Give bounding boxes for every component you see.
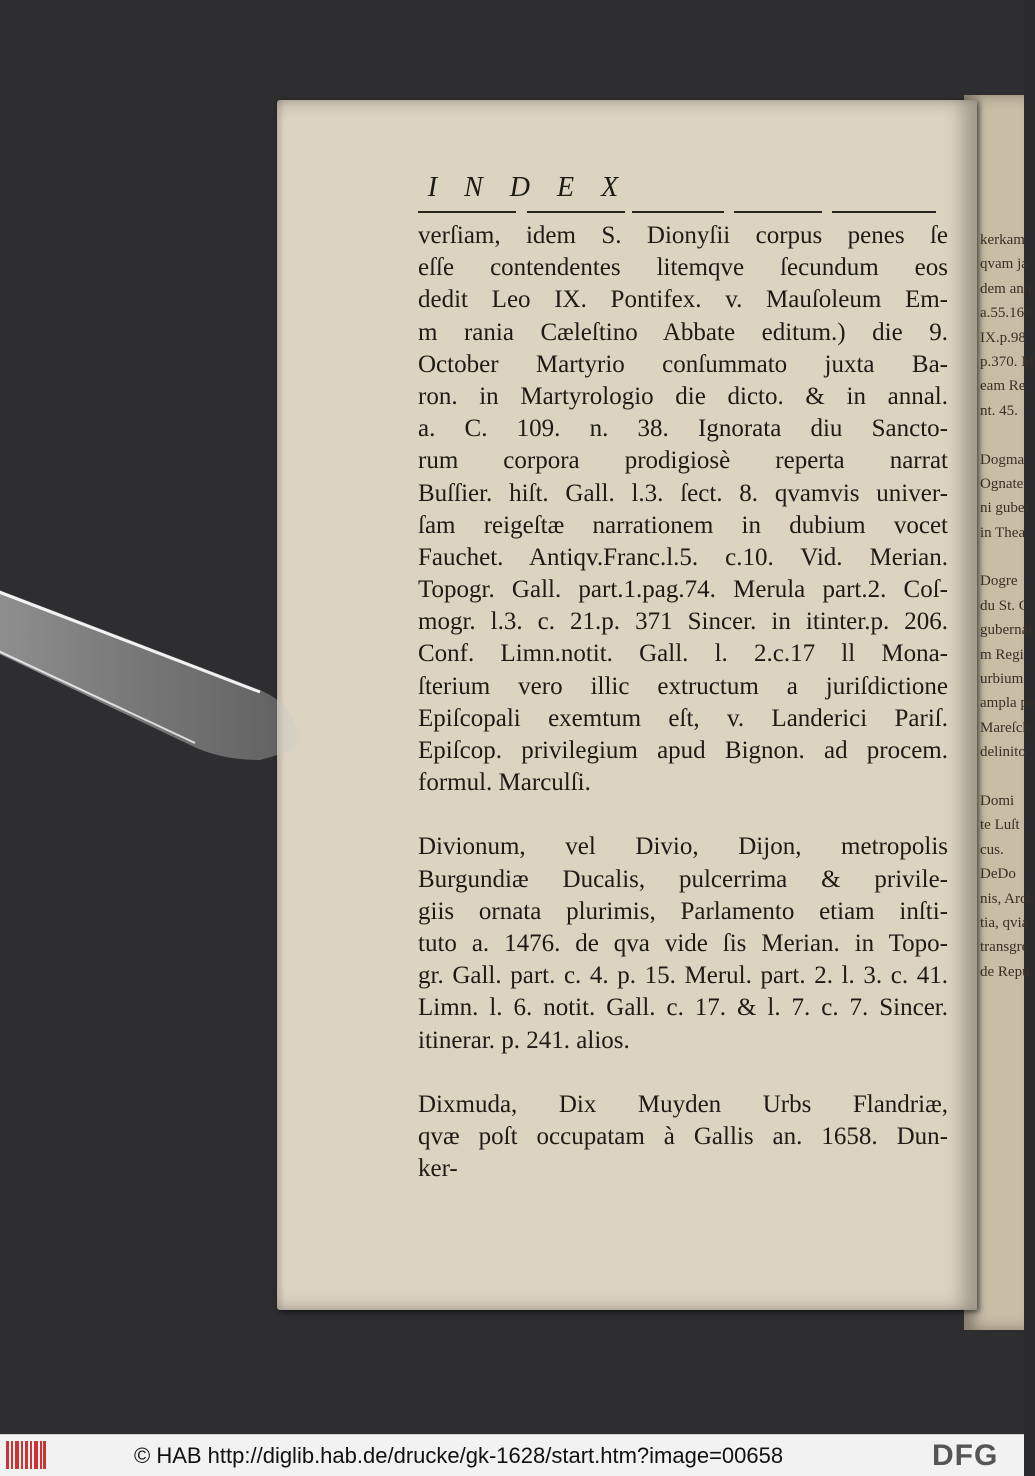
adjacent-page-line: Ognate	[980, 475, 1024, 492]
adjacent-page-line: urbium	[980, 671, 1024, 688]
text-line: Epiſcopali exemtum eſt, v. Landerici Pariſ.	[418, 704, 948, 732]
adjacent-page-line: eam Re	[980, 378, 1026, 395]
text-line: October Martyrio conſummato juxta Ba-	[418, 350, 948, 378]
text-line: ſam reigeſtæ narrationem in dubium vocet	[418, 511, 948, 539]
adjacent-page-line: tia, qvia	[980, 914, 1029, 931]
adjacent-page-line: ampla pe	[980, 695, 1035, 712]
text-line: ſterium vero illic extructum a juriſdictione	[418, 672, 948, 700]
header-rule	[832, 211, 936, 213]
header-rule	[632, 211, 724, 213]
adjacent-page-line: nt. 45.	[980, 402, 1018, 419]
text-line: formul. Marculſi.	[418, 769, 591, 797]
adjacent-page-line: transgre	[980, 939, 1029, 956]
footer-bar	[0, 1434, 1024, 1476]
adjacent-page-line: in Thea	[980, 524, 1026, 541]
text-line: verſiam, idem S. Dionyſii corpus penes ſe	[418, 222, 948, 249]
header-rule	[418, 211, 516, 213]
adjacent-page-line: de Repu	[980, 963, 1030, 980]
library-barcode-icon	[6, 1441, 46, 1469]
page-holder-pointer	[0, 575, 330, 725]
adjacent-page-line: nis, Arch	[980, 890, 1035, 907]
text-line: mogr. l.3. c. 21.p. 371 Sincer. in itinter.p. 206.	[418, 608, 948, 636]
adjacent-page-line: DeDo	[980, 866, 1016, 883]
adjacent-page-line: du St. G	[980, 597, 1030, 614]
adjacent-page-line	[980, 423, 1024, 447]
adjacent-page-line: kerkam	[980, 232, 1025, 248]
header-rule	[527, 211, 625, 213]
text-line: Fauchet. Antiqv.Franc.l.5. c.10. Vid. Merian.	[418, 543, 948, 571]
adjacent-page-line: ni guber	[980, 500, 1030, 517]
adjacent-page-line: Dogre	[980, 573, 1018, 590]
header-rule	[734, 211, 822, 213]
adjacent-page-line: gubernat	[980, 622, 1033, 639]
text-line: Dixmuda, Dix Muyden Urbs Flandriæ,	[418, 1090, 948, 1118]
paragraph-gap	[418, 1057, 948, 1089]
adjacent-page-line: Domi	[980, 792, 1015, 809]
adjacent-page-line	[980, 765, 1024, 789]
text-line: Limn. l. 6. notit. Gall. c. 17. & l. 7. c. 7. Sincer.	[418, 994, 948, 1022]
text-line: giis ornata plurimis, Parlamento etiam inſti-	[418, 897, 948, 925]
text-line: a. C. 109. n. 38. Ignorata diu Sancto-	[418, 415, 948, 443]
index-text	[418, 220, 948, 1185]
adjacent-page-line: Dogma	[980, 451, 1025, 468]
text-line: Buſſier. hiſt. Gall. l.3. ſect. 8. qvamvis univer-	[418, 479, 948, 507]
adjacent-page-line: m Regi	[980, 646, 1024, 663]
dfg-logo: DFG	[932, 1439, 999, 1472]
text-line: ker-	[418, 1155, 458, 1183]
text-line: qvæ poſt occupatam à Gallis an. 1658. Dun-	[418, 1122, 948, 1150]
text-line: Epiſcop. privilegium apud Bignon. ad procem.	[418, 737, 948, 764]
adjacent-page-line: delinito	[980, 744, 1026, 761]
adjacent-page-line: p.370. M	[980, 353, 1035, 370]
adjacent-page-line: qvam ja	[980, 256, 1028, 273]
adjacent-page-line: IX.p.98	[980, 329, 1026, 346]
text-line: Topogr. Gall. part.1.pag.74. Merula part.2. Coſ-	[418, 576, 948, 604]
text-line: tuto a. 1476. de qva vide ſis Merian. in Topo-	[418, 929, 948, 957]
adjacent-page-line	[980, 545, 1024, 569]
page-header: I N D E X	[427, 172, 629, 203]
text-line: rum corpora prodigiosè reperta narrat	[418, 447, 948, 475]
text-line: Burgundiæ Ducalis, pulcerrima & privile-	[418, 865, 948, 893]
text-line: gr. Gall. part. c. 4. p. 15. Merul. part. 2. l. 3. c. 41.	[418, 962, 948, 990]
text-line: Divionum, vel Divio, Dijon, metropolis	[418, 833, 948, 861]
text-line: dedit Leo IX. Pontifex. v. Mauſoleum Em-	[418, 286, 948, 314]
text-line: Conf. Limn.notit. Gall. l. 2.c.17 ll Mona-	[418, 640, 948, 668]
paragraph-gap	[418, 799, 948, 831]
text-line: ron. in Martyrologio die dicto. & in annal.	[418, 382, 948, 410]
adjacent-page-text	[980, 228, 1035, 984]
adjacent-page-line: cus.	[980, 841, 1004, 858]
adjacent-page-line: dem ann	[980, 280, 1032, 297]
adjacent-page-line: Mareſch	[980, 719, 1030, 736]
copyright-url[interactable]: © HAB http://diglib.hab.de/drucke/gk-1628/start.htm?image=00658	[134, 1443, 784, 1468]
text-line: itinerar. p. 241. alios.	[418, 1026, 630, 1054]
adjacent-page-line: te Luſt	[980, 817, 1020, 834]
adjacent-page-line: a.55.160	[980, 305, 1032, 322]
text-line: m rania Cæleſtino Abbate editum.) die 9.	[418, 318, 948, 346]
text-line: eſſe contendentes litemqve ſecundum eos	[418, 254, 948, 282]
